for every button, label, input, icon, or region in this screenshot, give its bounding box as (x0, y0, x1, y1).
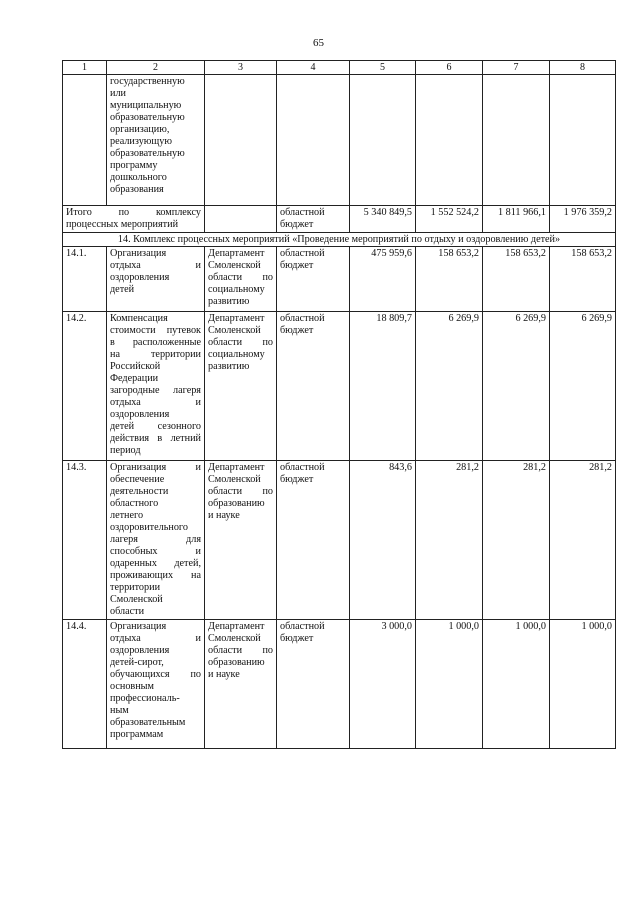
budget-table (62, 60, 616, 749)
text-line (110, 397, 201, 409)
word: период (110, 445, 141, 456)
continuation-text (107, 75, 205, 206)
text-line: образовательную (110, 112, 185, 123)
table-row (63, 461, 616, 620)
word: основным (110, 681, 154, 692)
table-cell (550, 75, 616, 206)
word: социальному (208, 349, 265, 360)
text-line (110, 657, 201, 669)
text-line (110, 462, 201, 474)
word: области (110, 606, 145, 617)
word: области (208, 486, 243, 497)
text-line (110, 570, 201, 582)
word: отдыха (110, 260, 141, 271)
text-line (208, 296, 273, 308)
table-cell (205, 206, 277, 233)
text-line (110, 313, 201, 325)
text-line (110, 260, 201, 272)
text-line (208, 337, 273, 349)
word: обеспечение (110, 474, 165, 485)
text-line (208, 498, 273, 510)
word: Департамент (208, 248, 265, 259)
text-line (110, 669, 201, 681)
text-line: государственную (110, 76, 185, 87)
word: обучающихся (110, 669, 170, 680)
word: детей (110, 421, 135, 432)
word: территории (110, 582, 161, 593)
text-line (110, 385, 201, 397)
text-line (110, 445, 201, 457)
value-cell: 1 811 966,1 (483, 206, 550, 233)
value-cell: 6 269,9 (483, 312, 550, 461)
text-line (110, 349, 201, 361)
text-line (208, 645, 273, 657)
text-line (110, 633, 201, 645)
text-line (208, 272, 273, 284)
executor (205, 620, 277, 749)
value-cell: 1 000,0 (416, 620, 483, 749)
word: области (208, 337, 243, 348)
text-line (110, 510, 201, 522)
word: в (157, 433, 163, 444)
value-cell: 6 269,9 (416, 312, 483, 461)
text-line (110, 361, 201, 373)
word: по (190, 669, 201, 680)
executor (205, 461, 277, 620)
word: Смоленской (208, 325, 261, 336)
table-cell (350, 75, 416, 206)
itogo-label (63, 206, 205, 233)
header-cell: 7 (483, 61, 550, 75)
text-line (110, 606, 201, 618)
text-line (110, 373, 201, 385)
text-line (110, 474, 201, 486)
text-line (110, 693, 201, 705)
value-cell: 843,6 (350, 461, 416, 620)
word: Департамент (208, 621, 265, 632)
header-cell: 2 (107, 61, 205, 75)
word: действия (110, 433, 150, 444)
text-line (110, 705, 201, 717)
table-cell (277, 75, 350, 206)
table-cell (63, 75, 107, 206)
word: Смоленской (208, 633, 261, 644)
word: и (195, 633, 201, 644)
text-line (110, 409, 201, 421)
word: в (110, 337, 115, 348)
text-line (110, 546, 201, 558)
text-line (110, 486, 201, 498)
text-line (110, 534, 201, 546)
itogo-row (63, 206, 616, 233)
row-number: 14.1. (63, 247, 107, 312)
word: деятельности (110, 486, 169, 497)
word: Организация (110, 621, 167, 632)
word: стоимости (110, 325, 156, 336)
word: Организация (110, 462, 167, 473)
text-line (110, 272, 201, 284)
word: и (195, 260, 201, 271)
word: оздоровления (110, 645, 170, 656)
word: Итого (66, 207, 92, 218)
text-line (110, 621, 201, 633)
word: сезонного (157, 421, 201, 432)
text-line (208, 510, 273, 522)
word: лагеря (110, 534, 138, 545)
word: развитию (208, 296, 250, 307)
text-line: программу (110, 160, 158, 171)
table-row (63, 312, 616, 461)
table-row (63, 247, 616, 312)
text-line (110, 498, 201, 510)
value-cell: 281,2 (483, 461, 550, 620)
header-cell: 4 (277, 61, 350, 75)
word: летнего (110, 510, 144, 521)
word: на (191, 570, 201, 581)
text-line (110, 558, 201, 570)
section-row (63, 233, 616, 247)
header-cell: 3 (205, 61, 277, 75)
word: Смоленской (208, 260, 261, 271)
header-cell: 6 (416, 61, 483, 75)
text-line: или (110, 88, 126, 99)
text-line: организацию, (110, 124, 170, 135)
word: отдыха (110, 397, 141, 408)
word: областного (110, 498, 159, 509)
word: путевок (166, 325, 201, 336)
executor (205, 312, 277, 461)
text-line (208, 633, 273, 645)
text-line (208, 361, 273, 373)
value-cell: 158 653,2 (416, 247, 483, 312)
funding-source: областной бюджет (277, 206, 350, 233)
word: Российской (110, 361, 161, 372)
header-cell: 1 (63, 61, 107, 75)
word: лагеря (173, 385, 201, 396)
value-cell: 158 653,2 (550, 247, 616, 312)
header-cell: 8 (550, 61, 616, 75)
continuation-row (63, 75, 616, 206)
text-line: дошкольного (110, 172, 167, 183)
text-line (208, 474, 273, 486)
text-line (110, 729, 201, 741)
word: и науке (208, 669, 240, 680)
text-line (110, 284, 201, 296)
text-line: образовательную (110, 148, 185, 159)
text-line (208, 486, 273, 498)
text-line (208, 349, 273, 361)
row-number: 14.2. (63, 312, 107, 461)
text-line (110, 248, 201, 260)
word: Департамент (208, 313, 265, 324)
text-line (208, 462, 273, 474)
word: области (208, 645, 243, 656)
word: Федерации (110, 373, 159, 384)
text-line (110, 337, 201, 349)
value-cell: 281,2 (550, 461, 616, 620)
text-line (208, 669, 273, 681)
word: проживающих (110, 570, 174, 581)
word: Смоленской (208, 474, 261, 485)
word: и (195, 397, 201, 408)
word: летний (170, 433, 201, 444)
word: детей-сирот, (110, 657, 164, 668)
value-cell: 281,2 (416, 461, 483, 620)
word: и (195, 462, 201, 473)
activity-name (107, 620, 205, 749)
word: Компенсация (110, 313, 168, 324)
word: по (262, 645, 273, 656)
text-line (110, 421, 201, 433)
value-cell: 6 269,9 (550, 312, 616, 461)
text-line (208, 325, 273, 337)
word: и (195, 546, 201, 557)
word: образованию (208, 657, 265, 668)
funding-source: областной бюджет (277, 461, 350, 620)
word: комплексу (155, 207, 201, 218)
text-line (110, 717, 201, 729)
text-line (208, 248, 273, 260)
word: оздоровления (110, 409, 170, 420)
value-cell: 475 959,6 (350, 247, 416, 312)
table-row (63, 620, 616, 749)
text-line (208, 657, 273, 669)
itogo-line-1 (66, 207, 201, 219)
activity-name (107, 312, 205, 461)
word: по (262, 272, 273, 283)
funding-source: областной бюджет (277, 312, 350, 461)
word: расположенные (132, 337, 201, 348)
word: образовательным (110, 717, 186, 728)
word: образованию (208, 498, 265, 509)
word: для (186, 534, 201, 545)
value-cell: 1 000,0 (550, 620, 616, 749)
value-cell: 3 000,0 (350, 620, 416, 749)
text-line: образования (110, 184, 164, 195)
text-line (110, 582, 201, 594)
itogo-line-2: процессных мероприятий (66, 219, 179, 230)
word: Департамент (208, 462, 265, 473)
text-line (110, 645, 201, 657)
text-line (110, 594, 201, 606)
value-cell: 1 976 359,2 (550, 206, 616, 233)
word: детей (110, 284, 135, 295)
word: загородные (110, 385, 160, 396)
text-line (208, 260, 273, 272)
row-number: 14.3. (63, 461, 107, 620)
executor (205, 247, 277, 312)
word: Смоленской (110, 594, 163, 605)
word: развитию (208, 361, 250, 372)
value-cell: 5 340 849,5 (350, 206, 416, 233)
activity-name (107, 247, 205, 312)
row-number: 14.4. (63, 620, 107, 749)
table-cell (483, 75, 550, 206)
word: оздоровления (110, 272, 170, 283)
word: по (118, 207, 130, 218)
text-line (208, 313, 273, 325)
word: одаренных (110, 558, 157, 569)
text-line: муниципальную (110, 100, 182, 111)
word: детей, (174, 558, 201, 569)
word: области (208, 272, 243, 283)
text-line (110, 433, 201, 445)
word: ным (110, 705, 129, 716)
word: и науке (208, 510, 240, 521)
funding-source: областной бюджет (277, 247, 350, 312)
value-cell: 1 000,0 (483, 620, 550, 749)
value-cell: 158 653,2 (483, 247, 550, 312)
word: оздоровительного (110, 522, 188, 533)
value-cell: 1 552 524,2 (416, 206, 483, 233)
text-line (110, 325, 201, 337)
word: способных (110, 546, 158, 557)
word: по (262, 486, 273, 497)
word: профессиональ- (110, 693, 180, 704)
funding-source: областной бюджет (277, 620, 350, 749)
text-line (208, 621, 273, 633)
word: программам (110, 729, 164, 740)
word: Организация (110, 248, 167, 259)
header-cell: 5 (350, 61, 416, 75)
text-line (110, 681, 201, 693)
page-number: 65 (313, 37, 324, 49)
section-title: 14. Комплекс процессных мероприятий «Проведение мероприятий по отдыху и оздоровлению детей» (63, 233, 616, 247)
text-line: реализующую (110, 136, 172, 147)
word: на (110, 349, 120, 360)
word: по (262, 337, 273, 348)
table-cell (416, 75, 483, 206)
header-row (63, 61, 616, 75)
activity-name (107, 461, 205, 620)
word: социальному (208, 284, 265, 295)
word: отдыха (110, 633, 141, 644)
word: территории (150, 349, 201, 360)
text-line (208, 284, 273, 296)
text-line (110, 522, 201, 534)
table-cell (205, 75, 277, 206)
value-cell: 18 809,7 (350, 312, 416, 461)
